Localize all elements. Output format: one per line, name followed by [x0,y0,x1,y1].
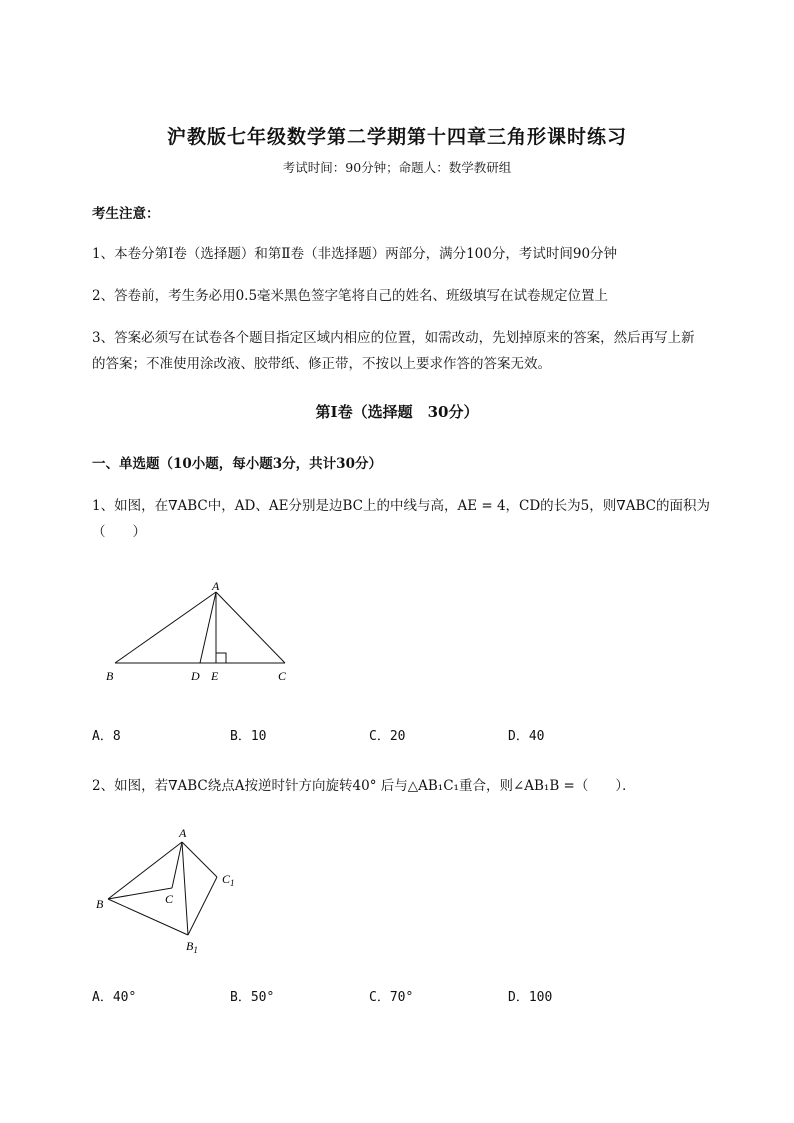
label-a: A [179,826,187,840]
label-c: C [165,892,174,906]
q1-option-c[interactable]: C．20 [369,729,406,744]
label-e: E [211,669,219,683]
question-2-figure [92,822,252,962]
side-ac [216,592,285,663]
notice-item-1: 1、本卷分第I卷（选择题）和第Ⅱ卷（非选择题）两部分，满分100分，考试时间90分钟 [92,246,618,262]
page-title: 沪教版七年级数学第二学期第十四章三角形课时练习 [166,126,627,148]
label-b: B [106,669,114,683]
q2-option-b[interactable]: B．50° [230,990,275,1005]
notice-item-2: 2、答卷前，考生务必用0.5毫米黑色签字笔将自己的姓名、班级填写在试卷规定位置上 [92,288,609,304]
seg-b1c1 [188,877,217,935]
question-1-figure [100,575,300,687]
q1-option-a[interactable]: A．8 [92,729,121,744]
q2-option-d[interactable]: D．100 [508,990,553,1005]
notice-item-3-cont: 的答案；不准使用涂改液、胶带纸、修正带，不按以上要求作答的答案无效。 [92,356,551,372]
side-ab [115,592,216,663]
q1-option-d[interactable]: D．40 [508,729,545,744]
seg-ab [108,842,182,899]
section-title: 第I卷（选择题 30分） [315,403,479,421]
seg-bc [108,888,172,899]
part-title: 一、单选题（10小题，每小题3分，共计30分） [92,456,382,472]
q1-option-b[interactable]: B．10 [230,729,267,744]
notice-item-3: 3、答案必须写在试卷各个题目指定区域内相应的位置，如需改动，先划掉原来的答案，然后再写上新 [92,330,695,346]
label-c: C [278,669,287,683]
label-b: B [96,897,104,911]
exam-info: 考试时间：90分钟；命题人：数学教研组 [282,160,512,175]
notice-heading: 考生注意： [92,206,160,222]
q2-option-c[interactable]: C．70° [369,990,414,1005]
question-1-answer-blank: （ ） [92,524,146,540]
q2-option-a[interactable]: A．40° [92,990,137,1005]
label-c1: $C_1$ [222,872,235,888]
seg-bb1 [108,899,188,935]
label-a: A [212,579,220,593]
question-1-text: 1、如图，在∇ABC中，AD、AE分别是边BC上的中线与高，AE = 4，CD的长为5，则∇ABC的面积为 [92,498,710,514]
question-2-text: 2、如图，若∇ABC绕点A按逆时针方向旋转40° 后与△AB₁C₁重合，则∠AB₁B =（ ）． [92,778,636,794]
label-b1: $B_1$ [186,939,198,955]
seg-ac1 [182,842,217,877]
median-ad [200,592,216,663]
right-angle-mark [216,653,226,663]
seg-ab1 [182,842,188,935]
label-d: D [191,669,200,683]
